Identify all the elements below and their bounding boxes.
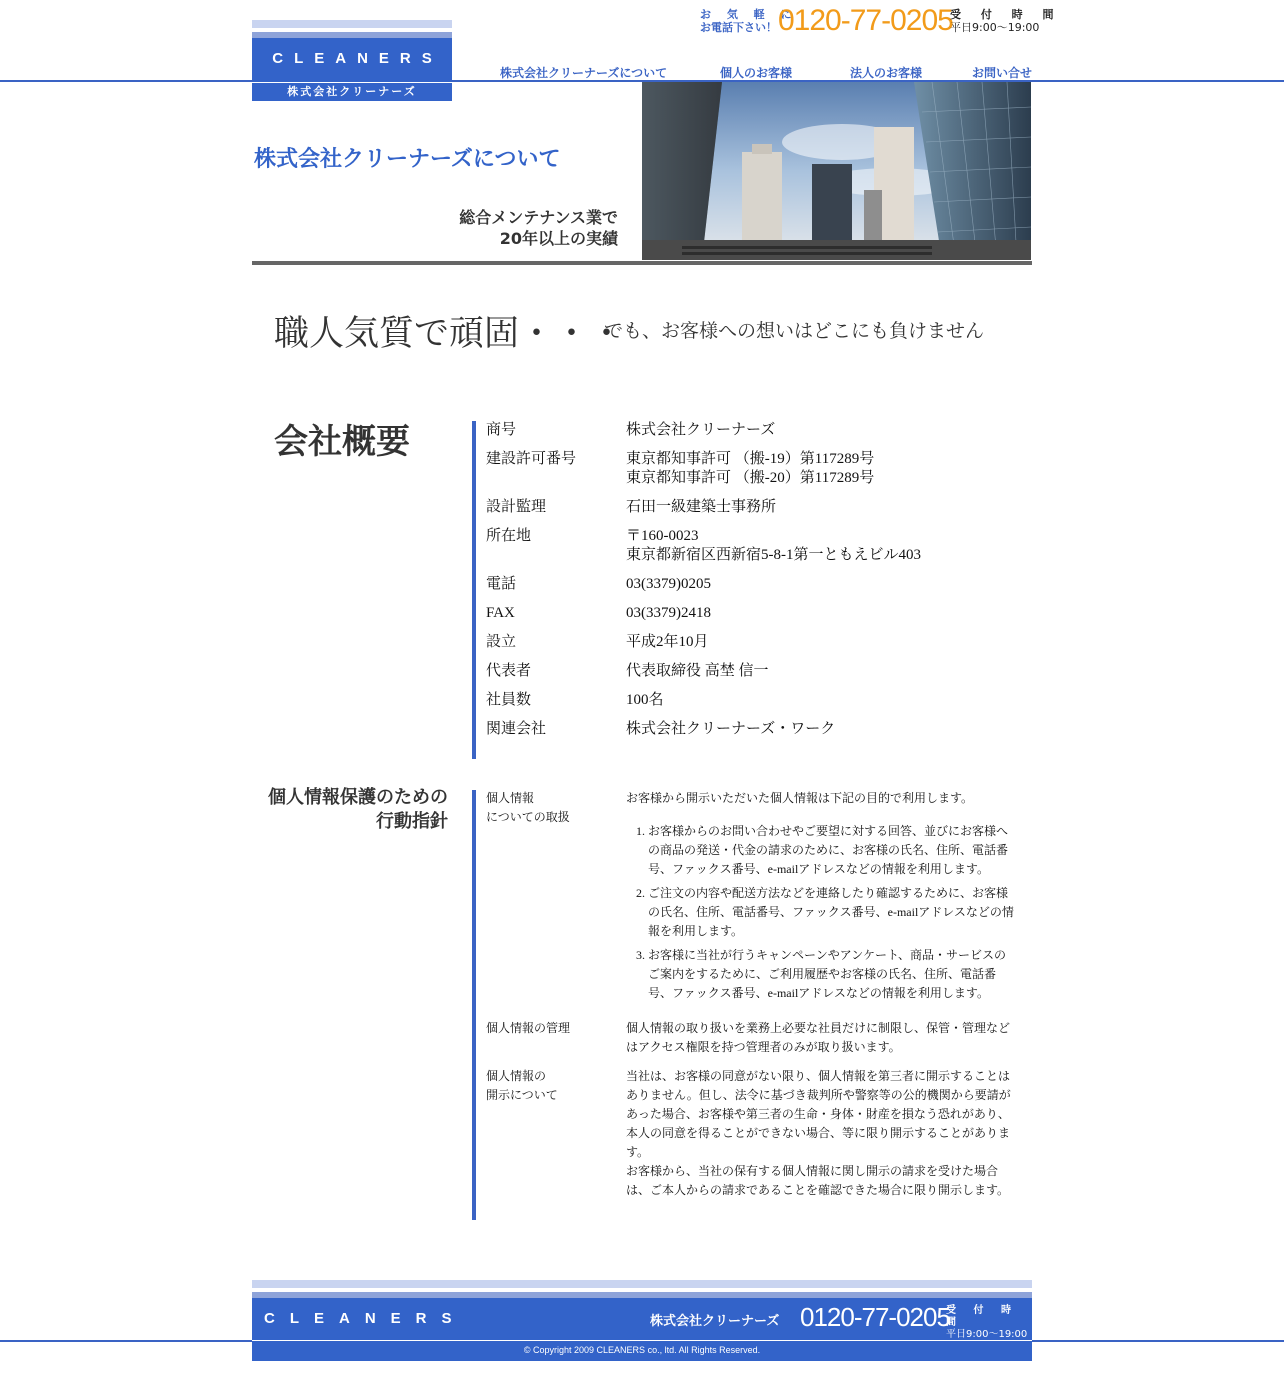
company-heading: 会社概要: [274, 422, 410, 462]
privacy-handling-text: お客様から開示いただいた個人情報は下記の目的で利用します。 1. お客様からのお問い合わせやご要望に対する回答、並びにお客様への商品の発送・代金の請求のために、お客様の氏名、住所、電話番号、ファックス番号、e-mailアドレスなどの情報を利用します。 2. ご注文の内容や配送方法などを連絡したり確認するために、お客様の氏名、住所、電話番号、ファックス番号、e-mailアドレスなどの情報を利用します。 3. お客様に当社が行うキャンペーンやアンケート、商品・サービスのご案内をするために、ご利用履歴やお客様の氏名、住所、電話番号、ファックス番号、e-mailアドレスなどの情報を利用します。: [626, 789, 1016, 1008]
list-item: 1. お客様からのお問い合わせやご要望に対する回答、並びにお客様への商品の発送・代金の請求のために、お客様の氏名、住所、電話番号、ファックス番号、e-mailアドレスなどの情報を利用します。: [648, 822, 1016, 879]
company-value: 株式会社クリーナーズ: [626, 422, 776, 438]
privacy-label-handling: 個人情報 についての取扱: [486, 791, 570, 824]
copyright: © Copyright 2009 CLEANERS co., ltd. All Rights Reserved.: [252, 1340, 1032, 1361]
logo-subtitle: 株式会社クリーナーズ: [252, 82, 452, 101]
company-value: 石田一級建築士事務所: [626, 499, 777, 515]
company-label: 電話: [486, 576, 517, 592]
footer-company: 株式会社クリーナーズ: [650, 1314, 780, 1329]
buildings-photo: [642, 82, 1031, 260]
privacy-heading: 個人情報保護のための 行動指針: [268, 787, 448, 832]
header-phone[interactable]: 0120-77-0205: [778, 4, 953, 37]
privacy-label-disclosure: 個人情報の 開示について: [486, 1069, 558, 1102]
company-label: 所在地: [486, 528, 532, 544]
footer-logo-word[interactable]: CLEANERS: [264, 1310, 467, 1327]
privacy-label-management: 個人情報の管理: [486, 1021, 571, 1035]
company-value: 03(3379)2418: [626, 605, 711, 621]
footer: [252, 1280, 1032, 1361]
tagline-main: 職人気質で頑固・・・: [274, 314, 625, 354]
banner-divider: [252, 261, 1032, 265]
company-value: 平成2年10月: [626, 634, 709, 650]
company-label: 関連会社: [486, 721, 547, 737]
nav-individual[interactable]: 個人のお客様: [720, 66, 793, 80]
company-label: 建設許可番号: [486, 451, 577, 467]
company-label: 設計監理: [486, 499, 547, 515]
company-value: 代表取締役 高埜 信一: [626, 663, 769, 679]
privacy-purpose-list: [626, 822, 1016, 1003]
company-label: 設立: [486, 634, 517, 650]
nav-contact[interactable]: お問い合せ: [972, 66, 1033, 80]
nav-about[interactable]: 株式会社クリーナーズについて: [500, 66, 668, 80]
footer-phone[interactable]: 0120-77-0205: [800, 1302, 950, 1332]
logo-word: CLEANERS: [272, 50, 443, 67]
company-label: 商号: [486, 422, 517, 438]
company-value: 〒160-0023 東京都新宿区西新宿5-8-1第一ともえビル403: [626, 528, 921, 563]
footer-hours: 受 付 時 間 平日9:00〜19:00: [946, 1305, 1028, 1340]
company-value: 東京都知事許可 （搬-19）第117289号 東京都知事許可 （搬-20）第117289号: [626, 451, 875, 486]
company-value: 株式会社クリーナーズ・ワーク: [626, 721, 836, 737]
company-label: FAX: [486, 605, 515, 621]
site-logo[interactable]: [252, 20, 452, 100]
company-value: 03(3379)0205: [626, 576, 711, 592]
call-prompt: お 気 軽 に お電話下さい！: [700, 8, 798, 34]
tagline-sub: でも、お客様への想いはどこにも負けません: [604, 320, 985, 342]
banner-title: 株式会社クリーナーズについて: [254, 147, 561, 172]
privacy-disclosure-text: 当社は、お客様の同意がない限り、個人情報を第三者に開示することはありません。但し、法令に基づき裁判所や警察等の公的機関から要請があった場合、お客様や第三者の生命・身体・財産を損なう恐れがあり、本人の同意を得ることができない場合、等に限り開示することがあります。 お客様から、当社の保有する個人情報に関し開示の請求を受けた場合は、ご本人からの請求であることを確認できた場合に限り開示します。: [626, 1069, 1011, 1197]
nav-corporate[interactable]: 法人のお客様: [850, 66, 923, 80]
company-label: 代表者: [486, 663, 532, 679]
company-bar: [472, 421, 476, 759]
privacy-management-text: 個人情報の取り扱いを業務上必要な社員だけに制限し、保管・管理などはアクセス権限を持つ管理者のみが取り扱います。: [626, 1021, 1011, 1054]
company-label: 社員数: [486, 692, 532, 708]
privacy-bar: [472, 790, 476, 1220]
business-hours: 受 付 時 間 平日9:00〜19:00: [950, 8, 1062, 34]
banner-subtitle: 総合メンテナンス業で 20年以上の実績: [459, 208, 618, 248]
company-value: 100名: [626, 692, 664, 708]
list-item: 2. ご注文の内容や配送方法などを連絡したり確認するために、お客様の氏名、住所、電話番号、ファックス番号、e-mailアドレスなどの情報を利用します。: [648, 884, 1016, 941]
list-item: 3. お客様に当社が行うキャンペーンやアンケート、商品・サービスのご案内をするために、ご利用履歴やお客様の氏名、住所、電話番号、ファックス番号、e-mailアドレスなどの情報を利用します。: [648, 946, 1016, 1003]
